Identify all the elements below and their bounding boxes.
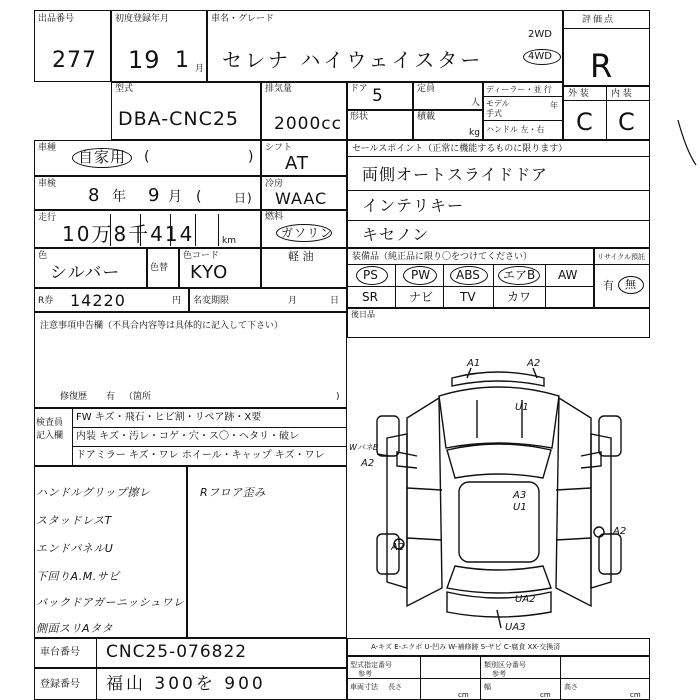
color-code-label: 色コード [183,251,220,261]
recycle-no: 無 [625,278,636,291]
name-label: 車名・グレード [211,14,275,24]
drive-4wd: 4WD [528,51,552,62]
equip-tv: TV [460,290,476,304]
inspection-year-suffix: 年 [112,189,127,205]
notice-label: 注意事項申告欄（不具合内容等は具体的に記入して下さい） [40,321,284,331]
ac-label: 冷房 [265,179,284,189]
inspector-row-3: ドアミラー キズ・ワレ ホイール・キャップ キズ・ワレ [76,450,325,461]
mileage-label: 走行 [38,213,57,223]
footer-type-label: 型式指定番号 [350,661,392,669]
margin-stroke [676,110,700,170]
color-value: シルバー [50,263,121,283]
shape-label: 形状 [350,112,369,122]
inspection-day: ( [196,189,203,205]
light-oil-label: 軽 油 [288,250,314,263]
capacity-unit: 人 [471,98,481,108]
ac-value: WAAC [275,189,328,208]
footer-length: 長さ [388,683,402,691]
mileage-value: 10万8千414 [62,222,195,246]
validity-day: 日 [330,296,340,306]
model-year-suffix: 年 [550,101,558,110]
inspection-month-suffix: 月 [168,189,183,205]
load-label: 積載 [417,112,436,122]
diag-a1: A1 [467,358,481,369]
diag-u-bottom: UA2 [515,594,536,605]
repair-value: 有 [106,392,116,402]
reg-month-suffix: 月 [195,64,205,74]
diag-ua3: UA3 [505,622,526,633]
shift-label: シフト [265,143,293,153]
r-unit: 円 [172,296,182,306]
recycle-label: リサイクル預託 [597,253,646,261]
mileage-unit: km [222,236,236,246]
footer-unit-1: cm [458,691,469,699]
diag-side-note: WパネB [349,443,379,452]
diag-a-left: A2 [391,542,405,553]
validity-label: 名変期限 [193,296,230,306]
r-value: 14220 [70,291,126,310]
name-value: セレナ ハイウェイスター [222,48,484,72]
drive-2wd: 2WD [528,29,552,40]
inspector-row-1: FW キズ・飛石・ヒビ割・リペア跡・X要 [76,412,262,423]
footer-width: 幅 [484,683,491,691]
model-value: DBA-CNC25 [118,108,240,130]
footer-class-label: 類別区分番号 [484,661,526,669]
lot-value: 277 [52,48,97,73]
model-year-label: モデル [486,99,510,108]
note-6: 側面スリAタタ [36,622,114,635]
handle-label: ハンドル 左・右 [486,125,545,134]
grade-value: R [590,47,614,85]
note-right: Rフロア歪み [200,486,266,499]
remarks-label: 後日品 [351,310,375,319]
inspection-year: 8 [88,185,101,206]
sales-point-3: キセノン [362,225,430,244]
diag-u1-hood: U1 [515,402,529,413]
door-label: ドア [350,84,368,94]
load-unit: kg [469,128,480,138]
use-value: 自家用 [78,148,127,166]
displacement-label: 排気量 [265,84,293,94]
note-3: エンドパネルU [36,542,114,555]
grade-label: 評価点 [582,15,616,25]
footer-ref-2: 参考 [492,670,506,678]
diag-a3: A3 [513,490,527,501]
footer-ref-1: 参考 [358,670,372,678]
equip-sr: SR [362,290,378,304]
equip-aw: AW [558,268,578,282]
sales-label: セールスポイント（正常に機能するものに限ります） [352,144,568,154]
shift-value: AT [285,153,309,174]
diag-a2-side: A2 [361,458,375,469]
diag-a2-bottom: A2 [613,526,627,537]
use-paren-open: ( [144,149,151,165]
sales-point-1: 両側オートスライドドア [362,165,548,184]
equip-ps: PS [363,268,378,282]
dealer-label: ディーラー・並 行 [486,85,552,94]
color-change-label: 色替 [150,263,169,273]
recycle-yes: 有 [603,279,614,292]
footer-unit-3: cm [630,691,641,699]
note-5: バックドアガーニッシュワレ [36,596,185,609]
inspection-day-suffix: 日) [234,191,253,205]
exterior-label: 外 装 [568,89,589,99]
footer-unit-2: cm [540,691,551,699]
equip-pw: PW [411,268,431,282]
repair-label: 修復歴 [60,392,88,402]
registration-value: 福山 300を 900 [106,674,266,694]
color-code-value: KYO [190,262,229,283]
reg-year: 19 [128,46,161,74]
displacement-value: 2000cc [274,114,342,134]
registration-label: 登録番号 [40,679,80,690]
inspector-label-1: 検査員 [36,418,64,428]
equip-navi: ナビ [409,290,434,304]
validity-month: 月 [288,296,298,306]
note-2: スタッドレスT [36,514,112,527]
inspection-month: 9 [148,185,161,206]
footer-length-label: 車両寸法 [350,683,378,691]
equip-abs: ABS [456,268,480,282]
door-value: 5 [372,86,384,106]
fuel-value: ガソリン [281,226,334,240]
repair-close: ) [336,392,340,402]
r-label: R券 [38,296,54,306]
interior-value: C [618,108,636,136]
hand-label: 手式 [486,109,502,118]
diag-u1-roof: U1 [513,502,527,513]
chassis-value: CNC25-076822 [106,642,248,662]
fuel-label: 燃料 [265,212,284,222]
inspector-row-2: 内装 キズ・汚レ・コゲ・穴・ス〇・ヘタリ・破レ [76,431,299,442]
inspection-label: 車検 [38,179,57,189]
car-damage-diagram [347,338,650,638]
use-paren-close: ) [248,149,255,165]
equip-airbag: エアB [503,268,536,282]
reg-month: 1 [175,48,190,73]
diag-a2-top: A2 [527,358,541,369]
exterior-value: C [576,108,594,136]
note-1: ハンドルグリップ擦レ [36,486,151,499]
equip-leather: カワ [507,290,532,304]
inspector-label-2: 記入欄 [36,431,64,441]
note-4: 下回りA.M.サビ [36,570,120,583]
capacity-label: 定員 [417,84,436,94]
reg-label: 初度登録年月 [115,14,170,24]
chassis-label: 車台番号 [40,647,80,658]
interior-label: 内 装 [611,89,632,99]
remarks-box [347,308,650,338]
model-label: 型式 [115,84,134,94]
sales-point-2: インテリキー [362,196,465,215]
equip-label: 装備品（純正品に限り〇をつけてください） [352,252,533,262]
repair-detail: （箇所 [124,392,152,402]
color-label: 色 [38,251,48,261]
legend-text: A-キズ E-エクボ U-凹み W-補修跡 S-サビ C-腐食 XX-交換済 [371,643,561,651]
footer-height: 高さ [564,683,578,691]
lot-label: 出品番号 [38,14,75,24]
use-label: 車種 [38,143,57,153]
